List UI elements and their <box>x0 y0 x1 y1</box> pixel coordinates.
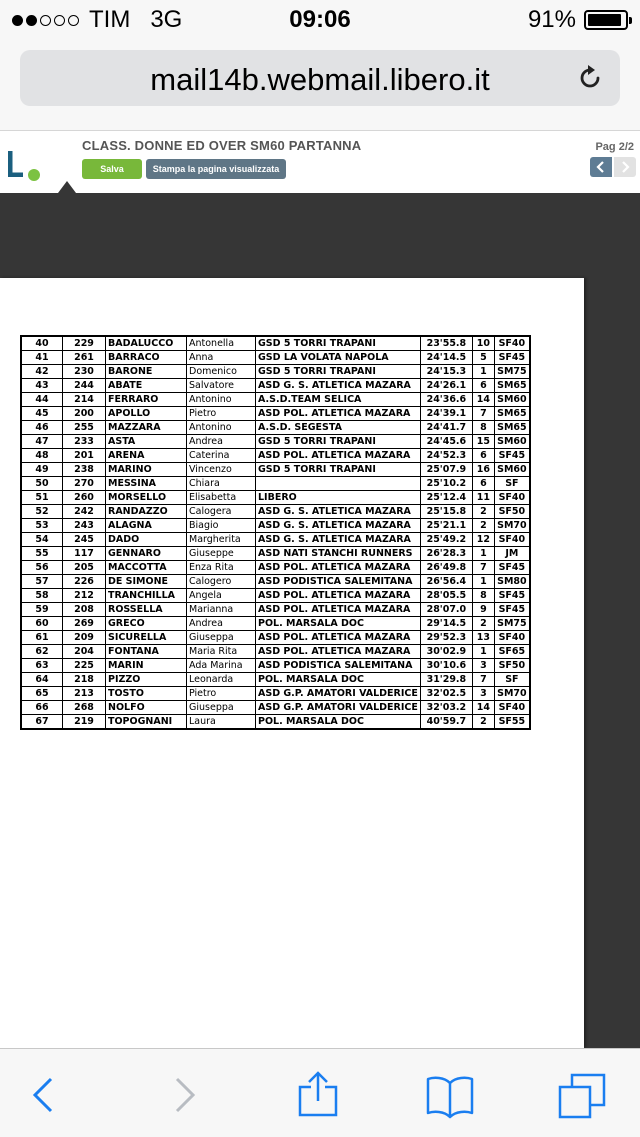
cell-team: ASD G. S. ATLETICA MAZARA <box>256 533 421 547</box>
print-page-button[interactable]: Stampa la pagina visualizzata <box>146 159 286 179</box>
cell-category-rank: 2 <box>472 519 494 533</box>
attachment-viewer[interactable] <box>0 193 640 1048</box>
browser-toolbar <box>0 1048 640 1137</box>
table-row <box>21 421 530 435</box>
table-row <box>21 393 530 407</box>
cell-team: ASD PODISTICA SALEMITANA <box>256 575 421 589</box>
cell-category: SF45 <box>494 561 530 575</box>
mail-subject: CLASS. DONNE ED OVER SM60 PARTANNA <box>82 138 362 153</box>
cell-bib: 270 <box>63 477 106 491</box>
cell-position: 45 <box>21 407 63 421</box>
table-row <box>21 715 530 730</box>
cell-position: 53 <box>21 519 63 533</box>
cell-position: 65 <box>21 687 63 701</box>
table-row <box>21 561 530 575</box>
table-row <box>21 589 530 603</box>
cell-first-name: Margherita <box>187 533 256 547</box>
table-row <box>21 463 530 477</box>
cell-category-rank: 6 <box>472 379 494 393</box>
cell-category: SF <box>494 477 530 491</box>
cell-time: 25'12.4 <box>420 491 472 505</box>
cell-position: 61 <box>21 631 63 645</box>
cell-category-rank: 12 <box>472 533 494 547</box>
cell-category-rank: 2 <box>472 715 494 730</box>
cell-team: ASD POL. ATLETICA MAZARA <box>256 407 421 421</box>
cell-surname: BADALUCCO <box>106 336 187 351</box>
cell-first-name: Maria Rita <box>187 645 256 659</box>
battery-percent: 91% <box>527 6 576 33</box>
clock: 09:06 <box>289 6 351 33</box>
cell-time: 32'03.2 <box>420 701 472 715</box>
cell-bib: 212 <box>63 589 106 603</box>
cell-team: ASD NATI STANCHI RUNNERS <box>256 547 421 561</box>
cell-category-rank: 15 <box>472 435 494 449</box>
cell-time: 29'14.5 <box>420 617 472 631</box>
cell-bib: 200 <box>63 407 106 421</box>
cell-time: 25'49.2 <box>420 533 472 547</box>
libero-logo <box>6 145 46 185</box>
table-row <box>21 617 530 631</box>
cell-category: SM80 <box>494 575 530 589</box>
cell-bib: 208 <box>63 603 106 617</box>
cell-team: ASD G. S. ATLETICA MAZARA <box>256 379 421 393</box>
cell-time: 30'02.9 <box>420 645 472 659</box>
cell-first-name: Giuseppe <box>187 547 256 561</box>
cell-position: 64 <box>21 673 63 687</box>
cell-team: ASD G.P. AMATORI VALDERICE <box>256 701 421 715</box>
cell-first-name: Marianna <box>187 603 256 617</box>
share-icon[interactable] <box>294 1071 342 1119</box>
cell-team: ASD G. S. ATLETICA MAZARA <box>256 505 421 519</box>
cell-time: 26'49.8 <box>420 561 472 575</box>
battery-icon <box>584 10 628 30</box>
cell-surname: ROSSELLA <box>106 603 187 617</box>
cell-category-rank: 14 <box>472 701 494 715</box>
table-row <box>21 631 530 645</box>
cell-bib: 117 <box>63 547 106 561</box>
cell-first-name: Angela <box>187 589 256 603</box>
cell-position: 55 <box>21 547 63 561</box>
cell-bib: 243 <box>63 519 106 533</box>
cell-first-name: Calogera <box>187 505 256 519</box>
cell-bib: 225 <box>63 659 106 673</box>
cell-position: 47 <box>21 435 63 449</box>
cell-surname: FONTANA <box>106 645 187 659</box>
cell-category-rank: 2 <box>472 617 494 631</box>
cell-bib: 269 <box>63 617 106 631</box>
cell-surname: GRECO <box>106 617 187 631</box>
cell-surname: BARRACO <box>106 351 187 365</box>
cell-category-rank: 10 <box>472 336 494 351</box>
document-page[interactable] <box>0 278 584 1048</box>
cell-category-rank: 1 <box>472 645 494 659</box>
cell-team: GSD 5 TORRI TRAPANI <box>256 336 421 351</box>
table-row <box>21 351 530 365</box>
cell-team: ASD G. S. ATLETICA MAZARA <box>256 519 421 533</box>
cell-category: SF45 <box>494 603 530 617</box>
table-row <box>21 603 530 617</box>
cell-position: 59 <box>21 603 63 617</box>
cell-bib: 230 <box>63 365 106 379</box>
table-row <box>21 491 530 505</box>
table-row <box>21 505 530 519</box>
forward-icon[interactable] <box>160 1071 208 1119</box>
cell-category: SF40 <box>494 701 530 715</box>
cell-category: SF40 <box>494 533 530 547</box>
cell-category: SM60 <box>494 463 530 477</box>
cell-category-rank: 3 <box>472 687 494 701</box>
cell-surname: RANDAZZO <box>106 505 187 519</box>
cell-position: 54 <box>21 533 63 547</box>
cell-time: 31'29.8 <box>420 673 472 687</box>
cell-surname: GENNARO <box>106 547 187 561</box>
cell-category: SM75 <box>494 617 530 631</box>
cell-surname: MARINO <box>106 463 187 477</box>
next-page-button[interactable] <box>614 157 636 177</box>
cell-position: 49 <box>21 463 63 477</box>
cell-category-rank: 8 <box>472 421 494 435</box>
cell-surname: MORSELLO <box>106 491 187 505</box>
cell-time: 25'21.1 <box>420 519 472 533</box>
cell-first-name: Ada Marina <box>187 659 256 673</box>
cell-position: 62 <box>21 645 63 659</box>
cell-time: 25'10.2 <box>420 477 472 491</box>
cell-category: SF45 <box>494 449 530 463</box>
table-row <box>21 547 530 561</box>
table-row <box>21 701 530 715</box>
cell-team: ASD POL. ATLETICA MAZARA <box>256 561 421 575</box>
table-row <box>21 449 530 463</box>
cell-time: 23'55.8 <box>420 336 472 351</box>
cell-time: 24'52.3 <box>420 449 472 463</box>
cell-time: 28'05.5 <box>420 589 472 603</box>
cell-category-rank: 1 <box>472 365 494 379</box>
cell-surname: ABATE <box>106 379 187 393</box>
cell-category: SF65 <box>494 645 530 659</box>
cell-team: ASD PODISTICA SALEMITANA <box>256 659 421 673</box>
cell-first-name: Giuseppa <box>187 701 256 715</box>
cell-first-name: Anna <box>187 351 256 365</box>
cell-time: 24'39.1 <box>420 407 472 421</box>
cell-first-name: Domenico <box>187 365 256 379</box>
cell-category: SF40 <box>494 336 530 351</box>
cell-bib: 205 <box>63 561 106 575</box>
cell-team: ASD POL. ATLETICA MAZARA <box>256 449 421 463</box>
cell-surname: NOLFO <box>106 701 187 715</box>
cell-category-rank: 14 <box>472 393 494 407</box>
cell-time: 28'07.0 <box>420 603 472 617</box>
cell-team: ASD POL. ATLETICA MAZARA <box>256 631 421 645</box>
attachment-pointer <box>58 181 76 193</box>
cell-bib: 214 <box>63 393 106 407</box>
cell-category-rank: 5 <box>472 351 494 365</box>
cell-category: SF55 <box>494 715 530 730</box>
cell-category-rank: 1 <box>472 547 494 561</box>
back-icon[interactable] <box>20 1071 68 1119</box>
cell-category: SM70 <box>494 519 530 533</box>
cell-first-name: Enza Rita <box>187 561 256 575</box>
cell-team: GSD 5 TORRI TRAPANI <box>256 435 421 449</box>
cell-first-name: Calogero <box>187 575 256 589</box>
cell-category: SF45 <box>494 589 530 603</box>
cell-bib: 238 <box>63 463 106 477</box>
cell-first-name: Leonarda <box>187 673 256 687</box>
url-text[interactable]: mail14b.webmail.libero.it <box>150 62 490 97</box>
cell-bib: 268 <box>63 701 106 715</box>
table-row <box>21 659 530 673</box>
cell-surname: ALAGNA <box>106 519 187 533</box>
cell-first-name: Salvatore <box>187 379 256 393</box>
signal-strength-icon <box>12 15 79 26</box>
cell-category: SM65 <box>494 379 530 393</box>
cell-category-rank: 2 <box>472 505 494 519</box>
cell-category-rank: 8 <box>472 589 494 603</box>
cell-team: ASD POL. ATLETICA MAZARA <box>256 589 421 603</box>
cell-position: 60 <box>21 617 63 631</box>
address-bar[interactable] <box>20 50 620 106</box>
cell-category-rank: 6 <box>472 477 494 491</box>
cell-surname: PIZZO <box>106 673 187 687</box>
cell-category: JM <box>494 547 530 561</box>
table-row <box>21 379 530 393</box>
cell-first-name: Elisabetta <box>187 491 256 505</box>
cell-bib: 226 <box>63 575 106 589</box>
cell-category: SF <box>494 673 530 687</box>
cell-team: LIBERO <box>256 491 421 505</box>
cell-bib: 201 <box>63 449 106 463</box>
chevron-left-icon <box>590 157 612 177</box>
cell-first-name: Antonino <box>187 421 256 435</box>
cell-category: SF40 <box>494 491 530 505</box>
cell-surname: TRANCHILLA <box>106 589 187 603</box>
cell-category-rank: 11 <box>472 491 494 505</box>
previous-page-button[interactable] <box>590 157 612 177</box>
cell-time: 26'56.4 <box>420 575 472 589</box>
table-row <box>21 673 530 687</box>
cell-surname: ARENA <box>106 449 187 463</box>
mail-header <box>0 131 640 193</box>
cell-bib: 242 <box>63 505 106 519</box>
cell-team: ASD POL. ATLETICA MAZARA <box>256 645 421 659</box>
bookmarks-icon[interactable] <box>426 1071 474 1119</box>
table-row <box>21 365 530 379</box>
cell-time: 24'15.3 <box>420 365 472 379</box>
cell-bib: 260 <box>63 491 106 505</box>
status-bar <box>0 0 640 40</box>
cell-position: 44 <box>21 393 63 407</box>
cell-first-name: Andrea <box>187 435 256 449</box>
cell-team: GSD 5 TORRI TRAPANI <box>256 365 421 379</box>
cell-surname: MESSINA <box>106 477 187 491</box>
cell-first-name: Laura <box>187 715 256 730</box>
table-row <box>21 435 530 449</box>
cell-category: SM60 <box>494 435 530 449</box>
cell-category: SF40 <box>494 631 530 645</box>
cell-time: 24'41.7 <box>420 421 472 435</box>
cell-bib: 209 <box>63 631 106 645</box>
cell-category: SM75 <box>494 365 530 379</box>
cell-team: POL. MARSALA DOC <box>256 617 421 631</box>
page-indicator: Pag 2/2 <box>595 141 634 153</box>
cell-team: GSD LA VOLATA NAPOLA <box>256 351 421 365</box>
cell-time: 24'26.1 <box>420 379 472 393</box>
table-row <box>21 575 530 589</box>
cell-time: 24'36.6 <box>420 393 472 407</box>
cell-category-rank: 7 <box>472 561 494 575</box>
cell-position: 63 <box>21 659 63 673</box>
cell-surname: TOPOGNANI <box>106 715 187 730</box>
cell-first-name: Caterina <box>187 449 256 463</box>
cell-bib: 219 <box>63 715 106 730</box>
browser-chrome <box>0 40 640 131</box>
cell-bib: 255 <box>63 421 106 435</box>
cell-surname: FERRARO <box>106 393 187 407</box>
cell-first-name: Chiara <box>187 477 256 491</box>
cell-bib: 213 <box>63 687 106 701</box>
cell-surname: BARONE <box>106 365 187 379</box>
cell-team: A.S.D.TEAM SELICA <box>256 393 421 407</box>
status-right <box>528 6 628 34</box>
cell-first-name: Antonino <box>187 393 256 407</box>
cell-bib: 218 <box>63 673 106 687</box>
cell-team: POL. MARSALA DOC <box>256 715 421 730</box>
tabs-icon[interactable] <box>558 1071 606 1119</box>
cell-position: 56 <box>21 561 63 575</box>
cell-time: 40'59.7 <box>420 715 472 730</box>
cell-surname: MACCOTTA <box>106 561 187 575</box>
cell-time: 29'52.3 <box>420 631 472 645</box>
cell-category: SF45 <box>494 351 530 365</box>
cell-first-name: Biagio <box>187 519 256 533</box>
cell-team: ASD POL. ATLETICA MAZARA <box>256 603 421 617</box>
cell-position: 57 <box>21 575 63 589</box>
cell-time: 24'45.6 <box>420 435 472 449</box>
cell-category-rank: 13 <box>472 631 494 645</box>
table-row <box>21 336 530 351</box>
cell-position: 58 <box>21 589 63 603</box>
carrier-name: TIM <box>89 6 131 33</box>
cell-surname: TOSTO <box>106 687 187 701</box>
cell-team <box>256 477 421 491</box>
status-left <box>12 6 182 34</box>
table-row <box>21 407 530 421</box>
cell-first-name: Giuseppa <box>187 631 256 645</box>
cell-surname: APOLLO <box>106 407 187 421</box>
cell-bib: 233 <box>63 435 106 449</box>
network-type: 3G <box>150 6 183 33</box>
cell-bib: 204 <box>63 645 106 659</box>
cell-surname: MAZZARA <box>106 421 187 435</box>
cell-first-name: Vincenzo <box>187 463 256 477</box>
cell-time: 26'28.3 <box>420 547 472 561</box>
cell-team: POL. MARSALA DOC <box>256 673 421 687</box>
cell-time: 25'15.8 <box>420 505 472 519</box>
cell-time: 24'14.5 <box>420 351 472 365</box>
cell-position: 46 <box>21 421 63 435</box>
cell-first-name: Pietro <box>187 687 256 701</box>
save-button[interactable]: Salva <box>82 159 142 179</box>
cell-bib: 245 <box>63 533 106 547</box>
cell-time: 25'07.9 <box>420 463 472 477</box>
cell-position: 41 <box>21 351 63 365</box>
cell-category-rank: 7 <box>472 673 494 687</box>
cell-surname: MARIN <box>106 659 187 673</box>
cell-category: SM65 <box>494 407 530 421</box>
table-row <box>21 519 530 533</box>
cell-position: 67 <box>21 715 63 730</box>
cell-surname: DADO <box>106 533 187 547</box>
cell-category: SF50 <box>494 659 530 673</box>
cell-category: SF50 <box>494 505 530 519</box>
results-table <box>20 335 531 730</box>
cell-position: 42 <box>21 365 63 379</box>
cell-surname: DE SIMONE <box>106 575 187 589</box>
reload-icon[interactable] <box>576 64 604 92</box>
cell-position: 50 <box>21 477 63 491</box>
cell-category-rank: 1 <box>472 575 494 589</box>
cell-category-rank: 9 <box>472 603 494 617</box>
cell-category: SM70 <box>494 687 530 701</box>
cell-time: 32'02.5 <box>420 687 472 701</box>
cell-category: SM65 <box>494 421 530 435</box>
cell-position: 43 <box>21 379 63 393</box>
cell-bib: 244 <box>63 379 106 393</box>
cell-category-rank: 16 <box>472 463 494 477</box>
cell-team: GSD 5 TORRI TRAPANI <box>256 463 421 477</box>
table-row <box>21 687 530 701</box>
table-row <box>21 533 530 547</box>
cell-bib: 261 <box>63 351 106 365</box>
cell-surname: ASTA <box>106 435 187 449</box>
cell-position: 51 <box>21 491 63 505</box>
cell-time: 30'10.6 <box>420 659 472 673</box>
cell-category: SM60 <box>494 393 530 407</box>
cell-category-rank: 6 <box>472 449 494 463</box>
cell-category-rank: 7 <box>472 407 494 421</box>
cell-position: 52 <box>21 505 63 519</box>
chevron-right-icon <box>614 157 636 177</box>
cell-team: ASD G.P. AMATORI VALDERICE <box>256 687 421 701</box>
cell-first-name: Pietro <box>187 407 256 421</box>
cell-category-rank: 3 <box>472 659 494 673</box>
cell-first-name: Andrea <box>187 617 256 631</box>
cell-first-name: Antonella <box>187 336 256 351</box>
table-row <box>21 645 530 659</box>
table-row <box>21 477 530 491</box>
cell-team: A.S.D. SEGESTA <box>256 421 421 435</box>
cell-position: 66 <box>21 701 63 715</box>
cell-surname: SICURELLA <box>106 631 187 645</box>
cell-bib: 229 <box>63 336 106 351</box>
cell-position: 40 <box>21 336 63 351</box>
cell-position: 48 <box>21 449 63 463</box>
